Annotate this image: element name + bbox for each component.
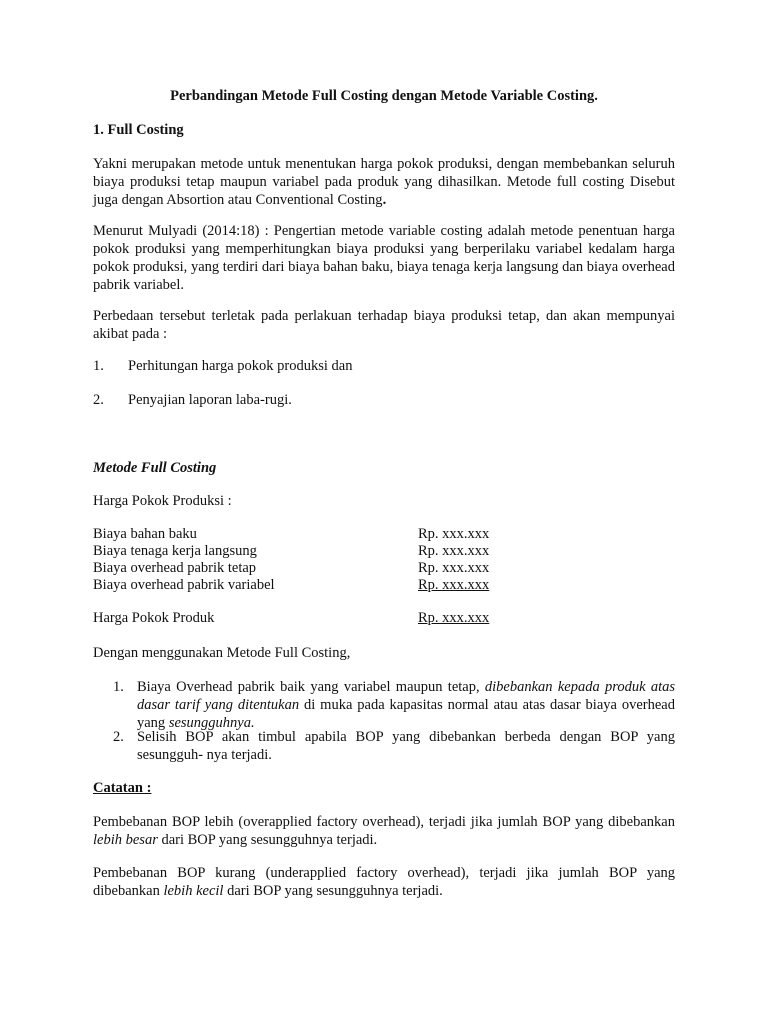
point-1-number: 1. xyxy=(113,679,124,695)
note-underapplied-c: dari BOP yang sesungguhnya terjadi. xyxy=(223,883,443,899)
paragraph-mulyadi: Menurut Mulyadi (2014:18) : Pengertian metode variable costing adalah metode penentuan harga pokok produksi yang memperhitungkan biaya produksi yang berperilaku variabel kedalam harga pokok produksi, yang terdiri dari biaya bahan baku, biaya tenaga kerja langsung dan biaya overhead pabrik variabel. xyxy=(93,223,675,293)
point-1-text xyxy=(137,678,675,732)
point-2-text: Selisih BOP akan timbul apabila BOP yang dibebankan berbeda dengan BOP yang sesungguh- nya terjadi. xyxy=(137,729,675,763)
akibat-item-1-number: 1. xyxy=(93,358,104,374)
cost-item-label: Biaya bahan baku xyxy=(93,526,197,542)
point-1-text-c: di muka pada kapasitas normal atau atas dasar biaya overhead yang xyxy=(137,697,675,731)
point-2-number: 2. xyxy=(113,729,124,745)
note-overapplied-emphasis: lebih besar xyxy=(93,832,158,848)
method-heading: Metode Full Costing xyxy=(93,460,217,476)
cost-item-label: Biaya tenaga kerja langsung xyxy=(93,543,257,559)
note-overapplied-a: Pembebanan BOP lebih (overapplied factory overhead), terjadi jika jumlah BOP yang dibebankan xyxy=(93,814,675,830)
cost-item-label: Biaya overhead pabrik tetap xyxy=(93,560,257,576)
akibat-item-2-text: Penyajian laporan laba-rugi. xyxy=(128,392,292,408)
catatan-heading: Catatan : xyxy=(93,780,152,796)
point-1-emphasis: dibebankan kepada produk atas dasar tarif yang ditentukan xyxy=(137,679,675,713)
paragraph-perbedaan: Perbedaan tersebut terletak pada perlakuan terhadap biaya produksi tetap, dan akan mempunyai akibat pada : xyxy=(93,308,675,342)
note-underapplied-a: Pembebanan BOP kurang (underapplied factory overhead), terjadi jika jumlah BOP yang dibebankan xyxy=(93,865,675,899)
akibat-item-1-text: Perhitungan harga pokok produksi dan xyxy=(128,358,353,374)
hpp-label: Harga Pokok Produksi : xyxy=(93,493,232,509)
paragraph-definition-period: . xyxy=(382,192,387,208)
paragraph-definition xyxy=(93,155,675,209)
cost-item-label: Biaya overhead pabrik variabel xyxy=(93,577,275,593)
cost-item-amount: Rp. xxx.xxx xyxy=(418,560,490,576)
cost-item-amount: Rp. xxx.xxx xyxy=(418,526,490,542)
total-amount: Rp. xxx.xxx xyxy=(418,610,490,626)
note-overapplied-c: dari BOP yang sesungguhnya terjadi. xyxy=(157,832,378,848)
akibat-item-2-number: 2. xyxy=(93,392,104,408)
total-label: Harga Pokok Produk xyxy=(93,610,215,626)
section-heading-full-costing: 1. Full Costing xyxy=(93,122,184,138)
using-method-text: Dengan menggunakan Metode Full Costing, xyxy=(93,645,351,661)
cost-item-amount-underlined: Rp. xxx.xxx xyxy=(418,577,490,593)
point-1-text-a: Biaya Overhead pabrik baik yang variabel maupun tetap, xyxy=(137,679,485,695)
note-underapplied-emphasis: lebih kecil xyxy=(163,883,224,899)
paragraph-definition-text: Yakni merupakan metode untuk menentukan harga pokok produksi, dengan membebankan seluruh biaya produksi tetap maupun variabel pada produk yang dihasilkan. Metode full costing Disebut juga dengan Absortion atau Conventional Costing xyxy=(93,156,675,208)
cost-item-amount: Rp. xxx.xxx xyxy=(418,543,490,559)
note-underapplied xyxy=(93,864,675,900)
page-title: Perbandingan Metode Full Costing dengan Metode Variable Costing. xyxy=(170,88,598,104)
note-overapplied xyxy=(93,813,675,849)
point-1-emphasis-end: sesungguhnya. xyxy=(168,715,255,731)
